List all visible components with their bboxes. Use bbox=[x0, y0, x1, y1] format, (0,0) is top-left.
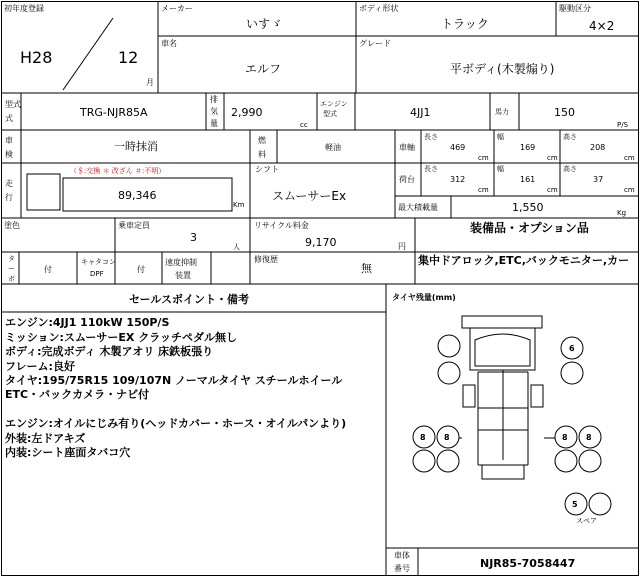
label-turbo-3: ボ bbox=[8, 275, 15, 283]
label-spare: スペア bbox=[576, 517, 597, 525]
label-cabin-length: 長さ bbox=[424, 133, 438, 141]
sales-line: ミッション:スムーサーEX クラッチペダル無し bbox=[5, 331, 238, 344]
tire-rear-right-outer-value: 8 bbox=[586, 433, 592, 442]
label-speed-limiter-2: 装置 bbox=[175, 271, 191, 280]
label-cargo-length: 長さ bbox=[424, 165, 438, 173]
label-maker: メーカー bbox=[161, 4, 193, 13]
sales-lines bbox=[5, 316, 346, 459]
value-max-load: 1,550 bbox=[512, 201, 544, 214]
label-grade: グレード bbox=[359, 39, 391, 48]
value-capacity: 3 bbox=[190, 231, 197, 244]
label-mileage-2: 行 bbox=[5, 193, 13, 202]
label-body-type: ボディ形状 bbox=[359, 4, 399, 13]
label-drive: 駆動区分 bbox=[559, 4, 591, 13]
tire-front-right-value: 6 bbox=[569, 344, 575, 353]
unit-cc: cc bbox=[300, 121, 308, 129]
tire-rear-left-inner bbox=[437, 426, 459, 448]
tire-rear-left-outer-value: 8 bbox=[420, 433, 426, 442]
label-equipment: 装備品・オプション品 bbox=[470, 221, 589, 235]
label-displacement-3: 量 bbox=[210, 119, 218, 128]
label-model-type: 型式 bbox=[5, 100, 21, 109]
label-repair: 修復歴 bbox=[254, 255, 278, 264]
tire-spare-1-value: 5 bbox=[572, 500, 578, 509]
value-cabin-height: 208 bbox=[590, 143, 606, 152]
unit-ps: P/S bbox=[617, 121, 629, 129]
tire-mid-right bbox=[561, 362, 583, 384]
unit-km: Km bbox=[233, 201, 245, 209]
label-cabin: 車軸 bbox=[399, 143, 415, 152]
label-mileage-1: 走 bbox=[5, 179, 13, 188]
value-engine-model: 4JJ1 bbox=[410, 106, 431, 119]
sales-line: ボディ:完成ボディ 木製アオリ 床鉄板張り bbox=[5, 345, 214, 358]
label-cargo: 荷台 bbox=[399, 175, 415, 184]
label-sales-points: セールスポイント・備考 bbox=[129, 293, 250, 306]
value-era-year: H28 bbox=[20, 48, 53, 67]
value-chassis-no: NJR85-7058447 bbox=[480, 557, 576, 570]
label-cargo-height: 高さ bbox=[563, 165, 577, 173]
unit-cabin-length: cm bbox=[478, 154, 489, 162]
sales-line: 外装:左ドアキズ bbox=[5, 432, 86, 445]
value-model-name: エルフ bbox=[245, 62, 282, 76]
label-capacity: 乗車定員 bbox=[118, 221, 150, 230]
label-cargo-width: 幅 bbox=[497, 165, 504, 173]
value-inspection: 一時抹消 bbox=[114, 140, 158, 153]
label-cabin-width: 幅 bbox=[497, 133, 504, 141]
value-recycle: 9,170 bbox=[305, 236, 337, 249]
label-color: 塗色 bbox=[4, 221, 20, 230]
sales-line: タイヤ:195/75R15 109/107N ノーマルタイヤ スチールホイール bbox=[5, 374, 343, 387]
grid-lines bbox=[1, 1, 639, 576]
label-turbo-1: タ bbox=[8, 255, 15, 263]
value-drive: 4×2 bbox=[589, 19, 615, 33]
value-mileage: 89,346 bbox=[118, 189, 157, 202]
sales-line: エンジン:オイルにじみ有り(ヘッドカバー・ホース・オイルパンより) bbox=[5, 417, 347, 430]
label-engine-model-1: エンジン bbox=[320, 100, 348, 108]
label-speed-limiter-1: 速度抑制 bbox=[165, 258, 197, 267]
label-fuel-1: 燃 bbox=[258, 136, 266, 145]
unit-cabin-width: cm bbox=[547, 154, 558, 162]
unit-cargo-length: cm bbox=[478, 186, 489, 194]
value-repair: 無 bbox=[361, 262, 372, 275]
value-cargo-height: 37 bbox=[593, 175, 604, 184]
tire-rear-right-inner-value: 8 bbox=[562, 433, 568, 442]
unit-cargo-height: cm bbox=[624, 186, 635, 194]
unit-person: 人 bbox=[233, 243, 240, 251]
value-cargo-length: 312 bbox=[450, 175, 466, 184]
value-fuel: 軽油 bbox=[325, 143, 341, 152]
value-month: 12 bbox=[118, 48, 139, 67]
tire-front-right bbox=[561, 337, 583, 359]
label-max-load: 最大積載量 bbox=[398, 203, 438, 212]
tire-mid-left bbox=[438, 362, 460, 384]
unit-month: 月 bbox=[146, 78, 154, 87]
mileage-box bbox=[27, 174, 60, 210]
label-fuel-2: 料 bbox=[258, 150, 266, 159]
tire-rear-right-outer bbox=[579, 426, 601, 448]
label-tire-remain: タイヤ残量(mm) bbox=[392, 293, 456, 302]
unit-yen: 円 bbox=[398, 242, 406, 251]
label-first-reg: 初年度登録 bbox=[4, 4, 44, 13]
label-model-name: 車名 bbox=[161, 39, 177, 48]
unit-kg: Kg bbox=[617, 209, 627, 217]
mileage-note: （＄:交換 ＊ 改ざん ＃:不明） bbox=[70, 167, 166, 175]
label-cabin-height: 高さ bbox=[563, 133, 577, 141]
value-maker: いすゞ bbox=[246, 17, 283, 31]
unit-cargo-width: cm bbox=[547, 186, 558, 194]
value-horsepower: 150 bbox=[554, 106, 575, 119]
value-grade: 平ボディ(木製煽り) bbox=[450, 62, 555, 76]
label-inspection-1: 車 bbox=[5, 136, 13, 145]
tire-rear-left-outer bbox=[413, 426, 435, 448]
sales-line: エンジン:4JJ1 110kW 150P/S bbox=[5, 316, 170, 329]
tire-rear2-right bbox=[555, 450, 601, 472]
unit-cabin-height: cm bbox=[624, 154, 635, 162]
label-recycle: リサイクル料金 bbox=[254, 221, 309, 230]
value-shift: スムーサーEx bbox=[272, 189, 347, 203]
label-catalyst-2: DPF bbox=[90, 270, 104, 278]
value-cabin-width: 169 bbox=[520, 143, 536, 152]
label-displacement-1: 排 bbox=[210, 95, 218, 104]
sales-line: ETC・バックカメラ・ナビ付 bbox=[5, 388, 150, 401]
label-displacement-2: 気 bbox=[210, 107, 218, 116]
value-body-type: トラック bbox=[441, 17, 489, 31]
label-horsepower: 馬力 bbox=[495, 108, 509, 116]
truck-diagram bbox=[444, 316, 563, 479]
tire-rear-left-inner-value: 8 bbox=[444, 433, 450, 442]
label-chassis-no-2: 番号 bbox=[394, 564, 410, 573]
sales-line: フレーム:良好 bbox=[5, 360, 75, 373]
tire-spare-1 bbox=[565, 493, 587, 515]
label-turbo-2: ー bbox=[8, 265, 15, 273]
tire-front-left bbox=[438, 335, 460, 357]
value-catalyst: 付 bbox=[137, 265, 145, 274]
tire-spare-2 bbox=[589, 493, 611, 515]
value-model-type: TRG-NJR85A bbox=[80, 106, 148, 119]
value-cabin-length: 469 bbox=[450, 143, 466, 152]
label-model-type-2: 式 bbox=[5, 114, 13, 123]
label-inspection-2: 検 bbox=[5, 150, 13, 159]
tire-rear2-left bbox=[413, 450, 459, 472]
value-cargo-width: 161 bbox=[520, 175, 536, 184]
tire-rear-right-inner bbox=[555, 426, 577, 448]
label-shift: シフト bbox=[255, 165, 279, 174]
label-engine-model-2: 型式 bbox=[323, 110, 337, 118]
sales-line: 内装:シート座面タバコ穴 bbox=[5, 446, 131, 459]
label-catalyst-1: キャタコン bbox=[81, 258, 116, 266]
value-displacement: 2,990 bbox=[231, 106, 263, 119]
value-turbo: 付 bbox=[44, 265, 52, 274]
value-equipment: 集中ドアロック,ETC,バックモニター,カー bbox=[418, 254, 630, 267]
label-chassis-no-1: 車体 bbox=[394, 551, 410, 560]
